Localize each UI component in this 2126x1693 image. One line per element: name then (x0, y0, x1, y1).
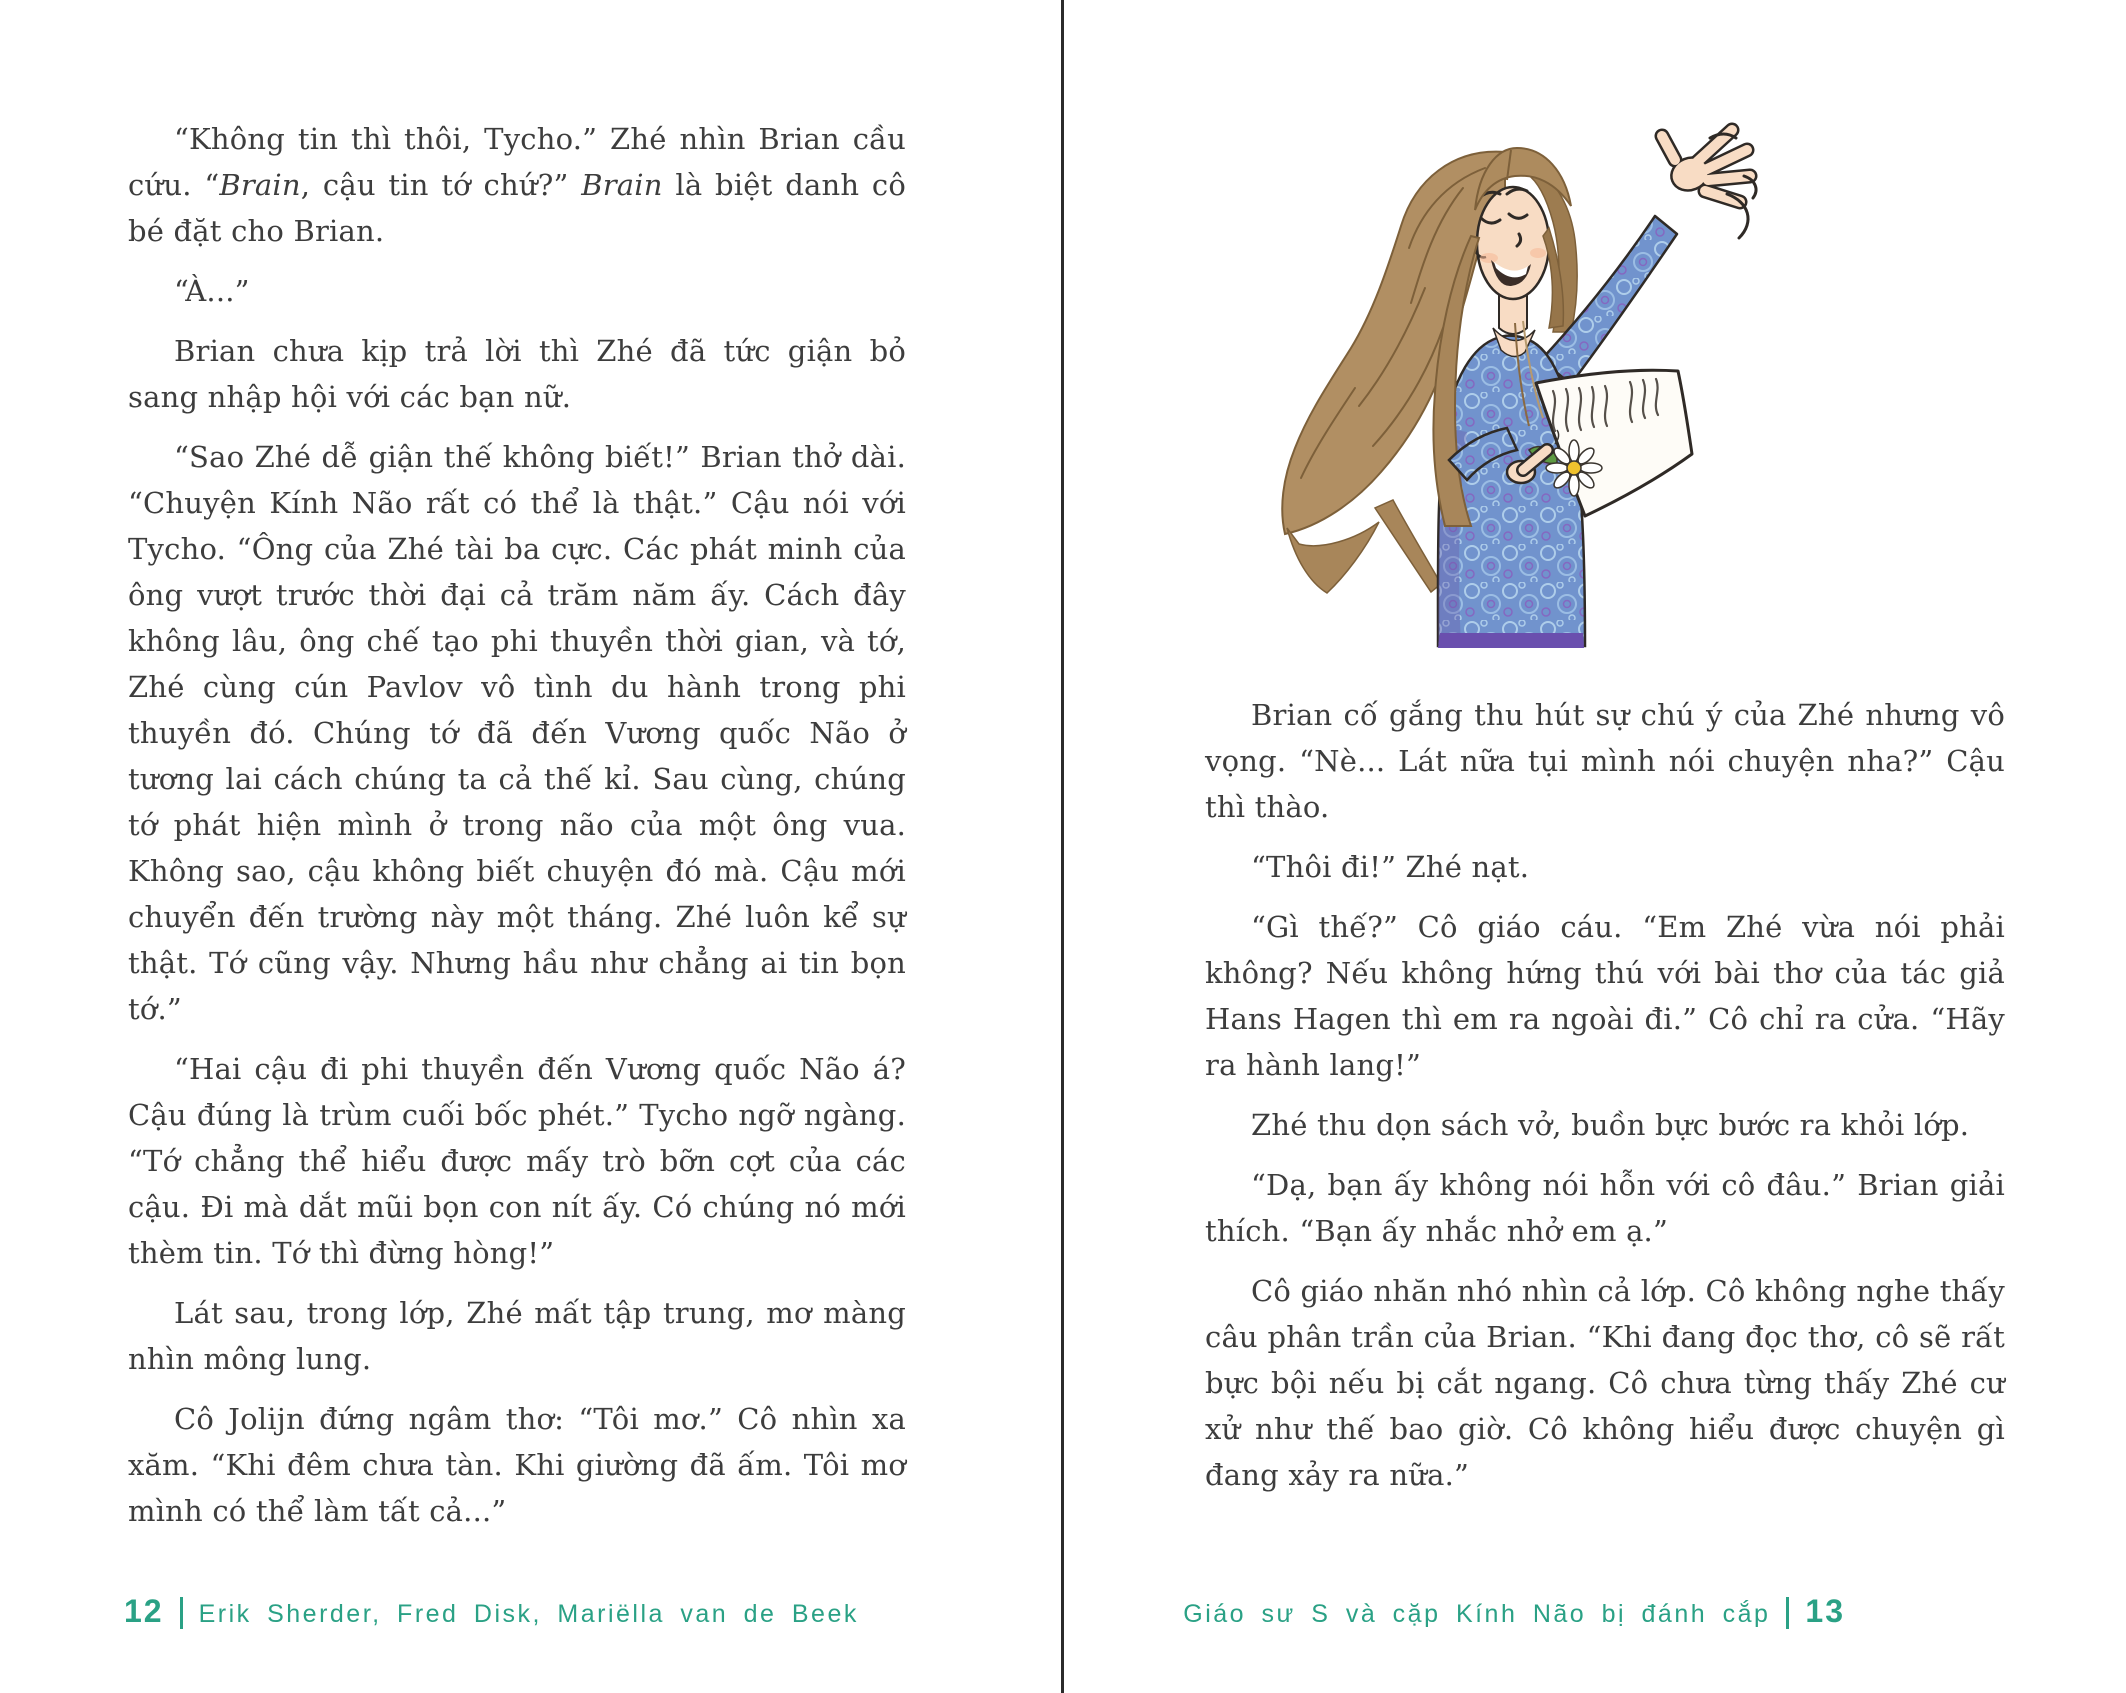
body-text-left (128, 116, 906, 1534)
footer-separator (180, 1597, 183, 1629)
page-number-right: 13 (1805, 1593, 1845, 1629)
paragraph: “Sao Zhé dễ giận thế không biết!” Brian thở dài. “Chuyện Kính Não rất có thể là thật.” Cậu nói với Tycho. “Ông của Zhé tài ba cực. Các phát minh của ông vượt trước thời đại cả trăm năm ấy. Cách đây không lâu, ông chế tạo phi thuyền thời gian, và tớ, Zhé cùng cún Pavlov vô tình du hành trong phi thuyền đó. Chúng tớ đã đến Vương quốc Não ở tương lai cách chúng ta cả thế kỉ. Sau cùng, chúng tớ phát hiện mình ở trong não của một ông vua. Không sao, cậu không biết chuyện đó mà. Cậu mới chuyển đến trường này một tháng. Zhé luôn kể sự thật. Tớ cũng vậy. Nhưng hầu như chẳng ai tin bọn tớ.” (128, 440, 906, 1026)
paragraph: “Gì thế?” Cô giáo cáu. “Em Zhé vừa nói phải không? Nếu không hứng thú với bài thơ của tác giả Hans Hagen thì em ra ngoài đi.” Cô chỉ ra cửa. “Hãy ra hành lang!” (1205, 910, 2005, 1082)
paragraph: “Không tin thì thôi, Tycho.” Zhé nhìn Brian cầu cứu. “Brain, cậu tin tớ chứ?” Brain là biệt danh cô bé đặt cho Brian. (128, 122, 907, 248)
teacher-reciting-poem-illustration (1235, 88, 1775, 662)
paragraph: “À...” (174, 274, 250, 308)
page-divider-line (1061, 0, 1064, 1693)
paragraph: Cô Jolijn đứng ngâm thơ: “Tôi mơ.” Cô nhìn xa xăm. “Khi đêm chưa tàn. Khi giường đã ấm. Tôi mơ mình có thể làm tất cả...” (128, 1402, 906, 1528)
page-right (1064, 0, 2126, 1693)
footer-separator (1786, 1597, 1789, 1629)
paragraph: “Hai cậu đi phi thuyền đến Vương quốc Não á? Cậu đúng là trùm cuối bốc phét.” Tycho ngỡ ngàng. “Tớ chẳng thể hiểu được mấy trò bỡn cợt của các cậu. Đi mà dắt mũi bọn con nít ấy. Có chúng nó mới thèm tin. Tớ thì đừng hòng!” (128, 1052, 906, 1270)
body-text-right (1205, 692, 2005, 1498)
footer-right (1183, 1593, 1845, 1630)
footer-book-title: Giáo sư S và cặp Kính Não bị đánh cắp (1183, 1600, 1771, 1628)
page-number-left: 12 (124, 1593, 164, 1629)
footer-left (124, 1593, 859, 1630)
paragraph: Brian cố gắng thu hút sự chú ý của Zhé nhưng vô vọng. “Nè... Lát nữa tụi mình nói chuyện nha?” Cậu thì thào. (1205, 698, 2005, 824)
paragraph: Cô giáo nhăn nhó nhìn cả lớp. Cô không nghe thấy câu phân trần của Brian. “Khi đang đọc thơ, cô sẽ rất bực bội nếu bị cắt ngang. Cô chưa từng thấy Zhé cư xử như thế bao giờ. Cô không hiểu được chuyện gì đang xảy ra nữa.” (1205, 1274, 2005, 1492)
paragraph: “Dạ, bạn ấy không nói hỗn với cô đâu.” Brian giải thích. “Bạn ấy nhắc nhở em ạ.” (1205, 1168, 2005, 1248)
paragraph: “Thôi đi!” Zhé nạt. (1251, 850, 1530, 884)
paragraph: Brian chưa kịp trả lời thì Zhé đã tức giận bỏ sang nhập hội với các bạn nữ. (128, 334, 906, 414)
paragraph: Zhé thu dọn sách vở, buồn bực bước ra khỏi lớp. (1251, 1108, 1970, 1142)
page-left (0, 0, 1061, 1693)
paragraph: Lát sau, trong lớp, Zhé mất tập trung, mơ màng nhìn mông lung. (128, 1296, 906, 1376)
footer-authors: Erik Sherder, Fred Disk, Mariëlla van de Beek (198, 1600, 859, 1628)
